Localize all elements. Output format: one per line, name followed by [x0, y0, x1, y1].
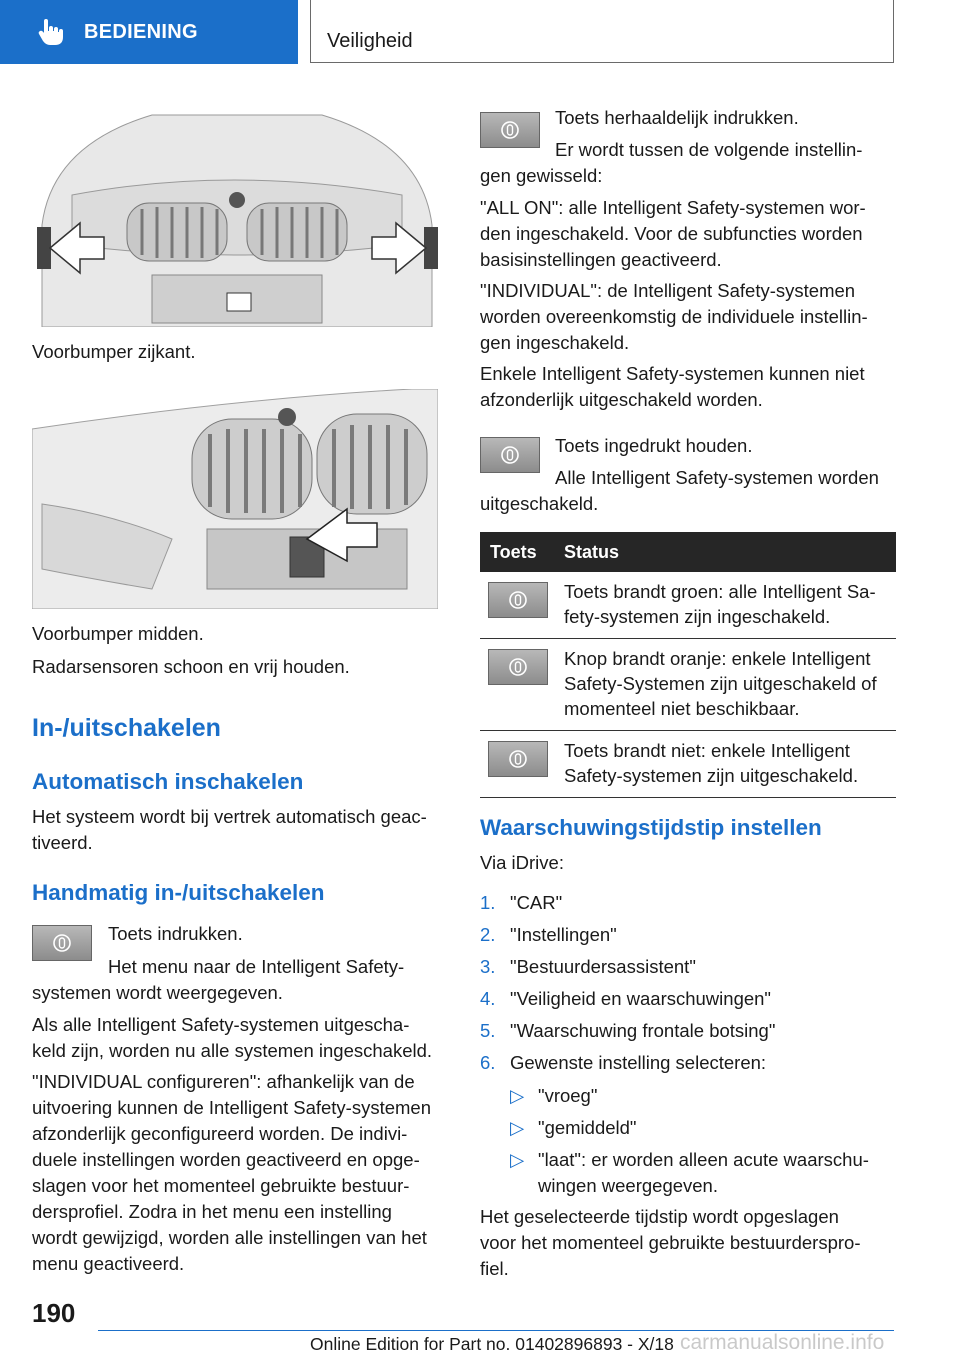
- heading-automatic: Automatisch inschakelen: [32, 769, 304, 794]
- status-table: [480, 532, 896, 798]
- edition-text: Online Edition for Part no. 01402896893 - X/18: [310, 1334, 674, 1354]
- list-item-text: "Waarschuwing frontale botsing": [510, 1020, 776, 1041]
- all-off-text-line: Als alle Intelligent Safety-systemen uitgescha-: [32, 1014, 410, 1035]
- individual-text-line: wordt gewijzigd, worden alle instellingen van het: [32, 1227, 427, 1248]
- list-item: [480, 1050, 495, 1076]
- list-item: [480, 1018, 495, 1044]
- hold-text-line: Alle Intelligent Safety-systemen worden: [555, 467, 879, 488]
- list-number: 2.: [480, 924, 496, 945]
- table-row: [480, 639, 896, 731]
- status-line: Safety-systemen zijn uitgeschakeld.: [564, 765, 859, 786]
- sub-option: wingen weergegeven.: [538, 1175, 718, 1196]
- individual-text-line: menu geactiveerd.: [32, 1253, 185, 1274]
- individual-text-line: duele instellingen worden geactiveerd en opge-: [32, 1149, 420, 1170]
- table-header: [480, 532, 896, 572]
- safety-shield-icon: [508, 657, 528, 677]
- list-item-text: "CAR": [510, 892, 563, 913]
- bullet-icon: ▷: [510, 1149, 525, 1170]
- list-number: 6.: [480, 1052, 496, 1073]
- list-item: [480, 954, 495, 980]
- individual-text-line: dersprofiel. Zodra in het menu een instelling: [32, 1201, 392, 1222]
- menu-text-line: Het menu naar de Intelligent Safety-: [108, 956, 405, 977]
- status-line: Toets brandt niet: enkele Intelligent: [564, 740, 850, 761]
- individual-text-line: afzonderlijk geconfigureerd worden. De indivi-: [32, 1123, 408, 1144]
- safety-shield-icon: [500, 120, 520, 140]
- via-idrive: Via iDrive:: [480, 852, 564, 873]
- bullet-icon: ▷: [510, 1085, 525, 1106]
- safety-button: [488, 741, 548, 777]
- table-cell: [564, 572, 896, 638]
- hold-text-line: uitgeschakeld.: [480, 493, 599, 514]
- hand-pointer-icon: [36, 17, 66, 47]
- list-item-text: "Veiligheid en waarschuwingen": [510, 988, 771, 1009]
- section-label: BEDIENING: [84, 20, 198, 43]
- bumper-side-illustration: [32, 105, 438, 327]
- heading-manual: Handmatig in-/uitschakelen: [32, 880, 325, 905]
- list-item-text: Gewenste instelling selecteren:: [510, 1052, 767, 1073]
- auto-text-line: tiveerd.: [32, 832, 93, 853]
- status-line: momenteel niet beschikbaar.: [564, 698, 800, 719]
- individual-mode-line: "INDIVIDUAL": de Intelligent Safety-systemen: [480, 280, 856, 301]
- individual-text-line: slagen voor het momenteel gebruikte bestuur-: [32, 1175, 410, 1196]
- status-line: Toets brandt groen: alle Intelligent Sa-: [564, 581, 876, 602]
- all-off-text-line: keld zijn, worden nu alle systemen ingeschakeld.: [32, 1040, 433, 1061]
- saved-text-line: voor het momenteel gebruikte bestuurderspro-: [480, 1232, 861, 1253]
- repeat-press-text: Toets herhaaldelijk indrukken.: [555, 107, 799, 128]
- sub-option: "gemiddeld": [538, 1117, 637, 1138]
- status-line: Safety-Systemen zijn uitgeschakeld of: [564, 673, 877, 694]
- section-tab[interactable]: [0, 0, 298, 64]
- individual-mode-line: gen ingeschakeld.: [480, 332, 630, 353]
- heading-on-off: In-/uitschakelen: [32, 714, 221, 742]
- saved-text-line: fiel.: [480, 1258, 509, 1279]
- auto-text-line: Het systeem wordt bij vertrek automatisch geac-: [32, 806, 427, 827]
- individual-mode-line: worden overeenkomstig de individuele instellin-: [480, 306, 868, 327]
- sub-option: "laat": er worden alleen acute waarschu-: [538, 1149, 869, 1170]
- list-number: 5.: [480, 1020, 496, 1041]
- menu-text-line: systemen wordt weergegeven.: [32, 982, 283, 1003]
- table-cell: [564, 639, 896, 730]
- press-text: Toets indrukken.: [108, 923, 243, 944]
- table-row: [480, 731, 896, 798]
- bullet-icon: ▷: [510, 1117, 525, 1138]
- hold-text: Toets ingedrukt houden.: [555, 435, 753, 456]
- safety-shield-icon: [508, 749, 528, 769]
- list-item-text: "Bestuurdersassistent": [510, 956, 696, 977]
- individual-text-line: "INDIVIDUAL configureren": afhankelijk van de: [32, 1071, 415, 1092]
- caption-radar-sensors: Radarsensoren schoon en vrij houden.: [32, 656, 350, 677]
- list-number: 3.: [480, 956, 496, 977]
- heading-warning-time: Waarschuwingstijdstip instellen: [480, 815, 822, 840]
- sub-option: "vroeg": [538, 1085, 598, 1106]
- list-number: 4.: [480, 988, 496, 1009]
- bumper-center-illustration: [32, 389, 438, 609]
- all-on-text-line: den ingeschakeld. Voor de subfuncties worden: [480, 223, 863, 244]
- chapter-label: Veiligheid: [327, 30, 413, 52]
- page-number: 190: [32, 1298, 76, 1328]
- safety-button: [480, 112, 540, 148]
- safety-shield-icon: [500, 445, 520, 465]
- some-systems-line: afzonderlijk uitgeschakeld worden.: [480, 389, 763, 410]
- table-header-cell: Status: [564, 541, 620, 562]
- list-number: 1.: [480, 892, 496, 913]
- safety-shield-icon: [508, 590, 528, 610]
- repeat-text-line: Er wordt tussen de volgende instellin-: [555, 139, 863, 160]
- watermark: carmanualsonline.info: [680, 1331, 885, 1354]
- safety-button: [480, 437, 540, 473]
- list-item: [480, 922, 495, 948]
- caption-bumper-side: Voorbumper zijkant.: [32, 341, 196, 362]
- safety-shield-icon: [52, 933, 72, 953]
- safety-button: [488, 649, 548, 685]
- saved-text-line: Het geselecteerde tijdstip wordt opgeslagen: [480, 1206, 839, 1227]
- safety-button: [32, 925, 92, 961]
- safety-button: [488, 582, 548, 618]
- all-on-text-line: basisinstellingen geactiveerd.: [480, 249, 722, 270]
- chapter-header: [310, 0, 894, 63]
- caption-bumper-center: Voorbumper midden.: [32, 623, 204, 644]
- all-on-text-line: "ALL ON": alle Intelligent Safety-systemen wor-: [480, 197, 866, 218]
- individual-text-line: uitvoering kunnen de Intelligent Safety-systemen: [32, 1097, 432, 1118]
- table-row: [480, 572, 896, 639]
- list-item: [480, 986, 495, 1012]
- status-line: fety-systemen zijn ingeschakeld.: [564, 606, 831, 627]
- status-line: Knop brandt oranje: enkele Intelligent: [564, 648, 871, 669]
- table-header-cell: Toets: [490, 541, 537, 562]
- some-systems-line: Enkele Intelligent Safety-systemen kunnen niet: [480, 363, 865, 384]
- repeat-text-line: gen gewisseld:: [480, 165, 603, 186]
- list-item-text: "Instellingen": [510, 924, 617, 945]
- table-cell: [564, 731, 896, 797]
- list-item: [480, 890, 495, 916]
